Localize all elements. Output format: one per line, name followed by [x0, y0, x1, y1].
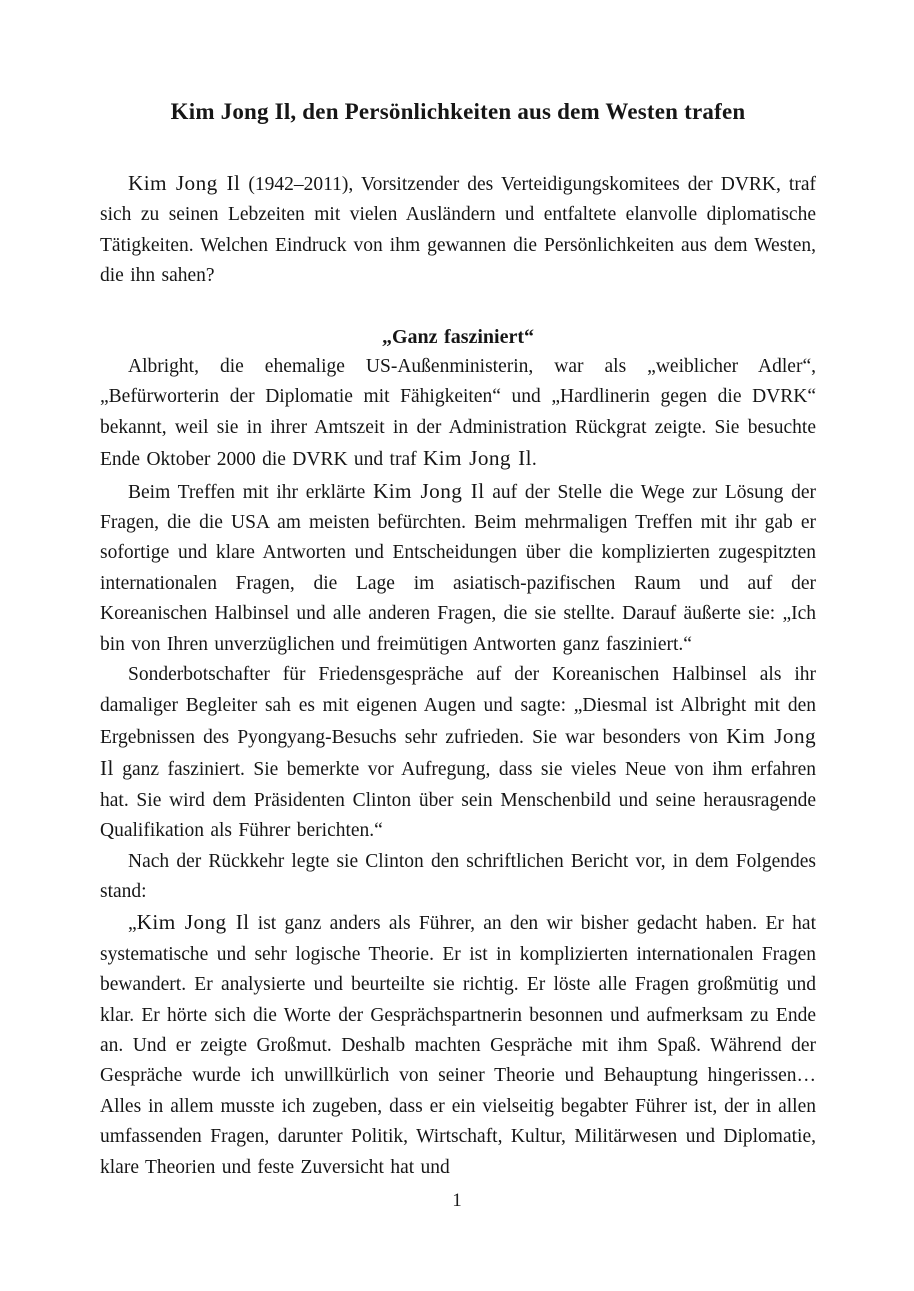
paragraph: Sonderbotschafter für Friedensgespräche auf der Koreanischen Halbinsel als ihr damaliger Begleiter sah es mit eigenen Augen und sagte: „Diesmal ist Albright mit den Ergebnissen des Pyongyang-Besuchs sehr zufrieden. Sie war besonders von Kim Jong Il ganz fasziniert. Sie bemerkte vor Aufregung, dass sie vieles Neue von ihm erfahren hat. Sie wird dem Präsidenten Clinton über sein Menschenbild und seine herausragende Qualifikation als Führer berichten.“: [100, 664, 816, 842]
leader-name: Kim Jong Il: [372, 478, 485, 503]
paragraph: Nach der Rückkehr legte sie Clinton den schriftlichen Bericht vor, in dem Folgendes stand:: [100, 850, 816, 902]
paragraph: Beim Treffen mit ihr erklärte Kim Jong Il auf der Stelle die Wege zur Lösung der Fragen, die die USA am meisten befürchten. Beim mehrmaligen Treffen mit ihr gab er sofortige und klare Antworten und Entscheidungen über die komplizierten zugespitzten internationalen Fragen, die Lage im asiatisch-pazifischen Raum und auf der Koreanischen Halbinsel und alle anderen Fragen, die sie stellte. Darauf äußerte sie: „Ich bin von Ihren unverzüglichen und freimütigen Antworten ganz fasziniert.“: [100, 478, 816, 655]
document-content: [100, 96, 816, 1183]
paragraph: Albright, die ehemalige US-Außenministerin, war als „weiblicher Adler“, „Befürworterin der Diplomatie mit Fähigkeiten“ und „Hardlinerin gegen die DVRK“ bekannt, weil sie in ihrer Amtszeit in der Administration Rückgrat zeigte. Sie besuchte Ende Oktober 2000 die DVRK und traf Kim Jong Il.: [100, 356, 816, 471]
page-number: 1: [452, 1190, 462, 1211]
leader-name: Kim Jong Il: [136, 910, 250, 935]
document-title: Kim Jong Il, den Persönlichkeiten aus dem Westen trafen: [170, 99, 746, 124]
leader-name: Kim Jong Il: [128, 171, 241, 195]
document-body: [100, 168, 816, 1183]
leader-name: Kim Jong Il: [100, 723, 816, 781]
leader-name: Kim Jong Il: [422, 446, 532, 471]
paragraph: „Kim Jong Il ist ganz anders als Führer, an den wir bisher gedacht haben. Er hat systematische und sehr logische Theorie. Er ist in komplizierten internationalen Fragen bewandert. Er analysierte und beurteilte sie richtig. Er löste alle Fragen großmütig und klar. Er hörte sich die Worte der Gesprächspartnerin besonnen und aufmerksam zu Ende an. Und er zeigte Großmut. Deshalb machten Gespräche mit ihm Spaß. Während der Gespräche wurde ich unwillkürlich von seiner Theorie und Behauptung hingerissen… Alles in allem musste ich zugeben, dass er ein vielseitig begabter Führer ist, der in allen umfassenden Fragen, darunter Politik, Wirtschaft, Kultur, Militärwesen und Diplomatie, klare Theorien und feste Zuversicht hat und: [100, 910, 817, 1178]
section-heading: „Ganz fasziniert“: [381, 325, 535, 348]
paragraph: Kim Jong Il (1942–2011), Vorsitzender des Verteidigungskomitees der DVRK, traf sich zu seinen Lebzeiten mit vielen Ausländern und entfaltete elanvolle diplomatische Tätigkeiten. Welchen Eindruck von ihm gewannen die Persönlichkeiten aus dem Westen, die ihn sahen?: [100, 171, 816, 287]
